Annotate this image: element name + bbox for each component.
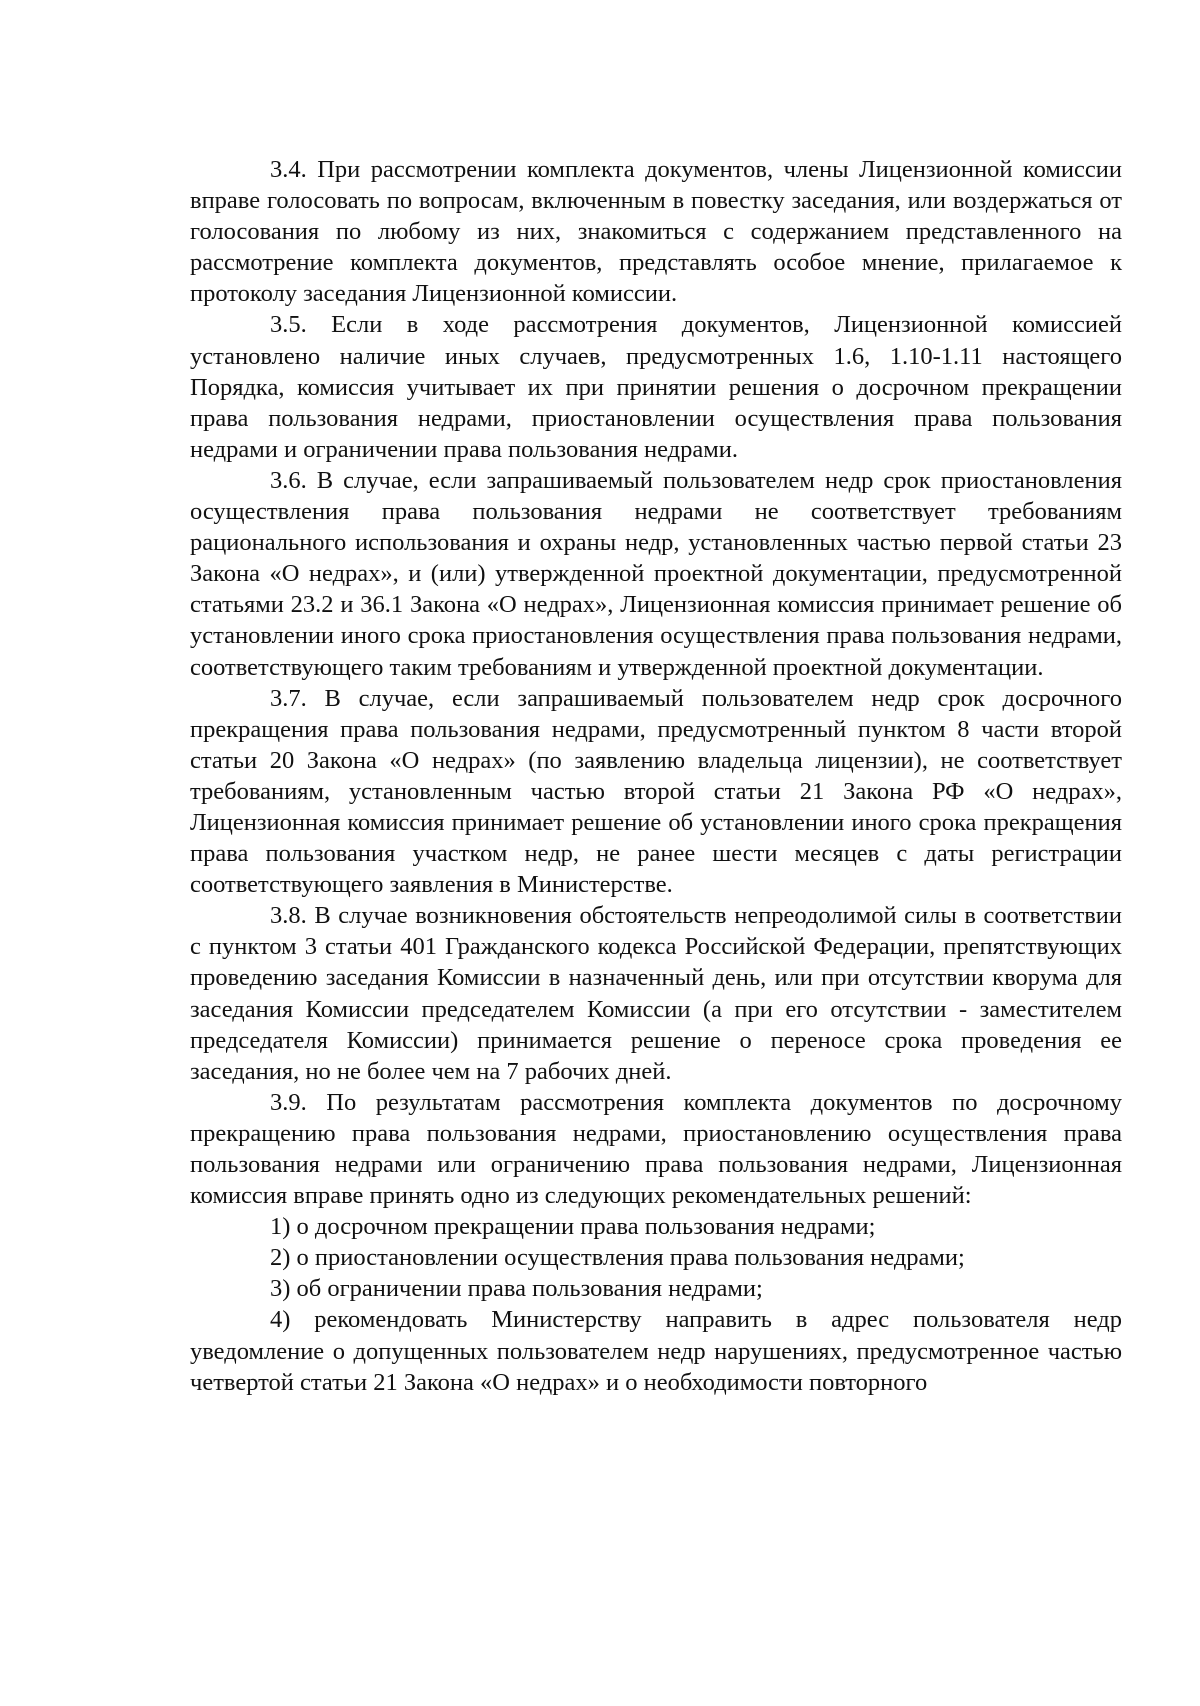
paragraph-3-9: 3.9. По результатам рассмотрения комплекта документов по досрочному прекращению права пользования недрами, приостановлению осуществления права пользования недрами или ограничению права пользования недрами, Лицензионная комиссия вправе принять одно из следующих рекомендательных решений: (190, 1088, 1122, 1210)
document-body (190, 154, 1122, 1398)
list-item-3: 3) об ограничении права пользования недрами; (270, 1275, 763, 1303)
paragraph-3-5: 3.5. Если в ходе рассмотрения документов, Лицензионной комиссией установлено наличие иных случаев, предусмотренных 1.6, 1.10-1.11 настоящего Порядка, комиссия учитывает их при принятии решения о досрочном прекращении права пользования недрами, приостановлении осуществления права пользования недрами и ограничении права пользования недрами. (190, 311, 1122, 463)
paragraph-3-4: 3.4. При рассмотрении комплекта документов, члены Лицензионной комиссии вправе голосовать по вопросам, включенным в повестку заседания, или воздержаться от голосования по любому из них, знакомиться с содержанием представленного на рассмотрение комплекта документов, представлять особое мнение, прилагаемое к протоколу заседания Лицензионной комиссии. (190, 156, 1122, 308)
list-item-2: 2) о приостановлении осуществления права пользования недрами; (270, 1244, 965, 1272)
list-item-4: 4) рекомендовать Министерству направить в адрес пользователя недр уведомление о допущенных пользователем недр нарушениях, предусмотренное частью четвертой статьи 21 Закона «О недрах» и о необходимости повторного (190, 1306, 1122, 1396)
paragraph-3-6: 3.6. В случае, если запрашиваемый пользователем недр срок приостановления осуществления права пользования недрами не соответствует требованиям рационального использования и охраны недр, установленных частью первой статьи 23 Закона «О недрах», и (или) утвержденной проектной документации, предусмотренной статьями 23.2 и 36.1 Закона «О недрах», Лицензионная комиссия принимает решение об установлении иного срока приостановления осуществления права пользования недрами, соответствующего таким требованиям и утвержденной проектной документации. (190, 466, 1122, 681)
paragraph-3-8: 3.8. В случае возникновения обстоятельств непреодолимой силы в соответствии с пунктом 3 статьи 401 Гражданского кодекса Российской Федерации, препятствующих проведению заседания Комиссии в назначенный день, или при отсутствии кворума для заседания Комиссии председателем Комиссии (а при его отсутствии - заместителем председателя Комиссии) принимается решение о переносе срока проведения ее заседания, но не более чем на 7 рабочих дней. (190, 902, 1122, 1085)
paragraph-3-7: 3.7. В случае, если запрашиваемый пользователем недр срок досрочного прекращения права пользования недрами, предусмотренный пунктом 8 части второй статьи 20 Закона «О недрах» (по заявлению владельца лицензии), не соответствует требованиям, установленным частью второй статьи 21 Закона РФ «О недрах», Лицензионная комиссия принимает решение об установлении иного срока прекращения права пользования участком недр, не ранее шести месяцев с даты регистрации соответствующего заявления в Министерстве. (190, 684, 1122, 899)
list-item-1: 1) о досрочном прекращении права пользования недрами; (270, 1213, 876, 1241)
